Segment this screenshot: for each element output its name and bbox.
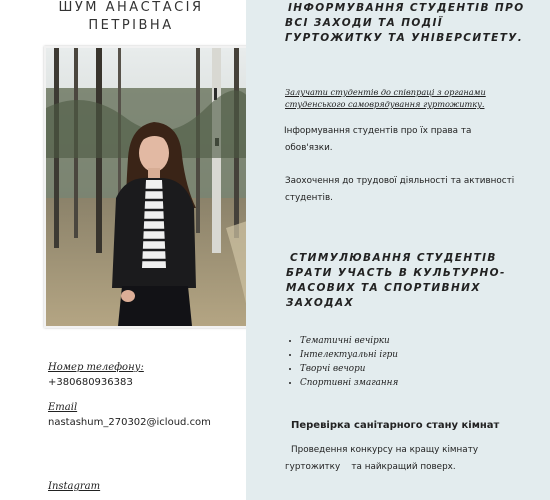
list-item: • Тематичні вечірки: [300, 334, 398, 348]
phone-label: Номер телефону:: [48, 362, 144, 373]
phone-value: +38068093638З: [48, 377, 133, 388]
sanitary-text-line2: гуртожитку та найкращий поверх.: [285, 462, 456, 472]
encouragement-text-line2: студентів.: [285, 193, 333, 203]
rights-text-line1: Інформування студентів про їх права та: [284, 126, 472, 136]
email-label: Email: [48, 402, 78, 413]
culture-heading-line4: ЗАХОДАХ: [286, 297, 354, 309]
encouragement-text-line1: Заохочення до трудової діяльності та активності: [285, 176, 515, 186]
involve-students-link-line2: студенського самоврядування гуртожитку.: [285, 99, 485, 109]
profile-column: [0, 0, 262, 500]
info-heading-line2: ВСІ ЗАХОДИ ТА ПОДІЇ: [285, 17, 444, 29]
culture-heading-line1: СТИМУЛЮВАННЯ СТУДЕНТІВ: [290, 252, 497, 264]
list-item: • Інтелектуальні ігри: [300, 348, 398, 362]
sanitary-heading: Перевірка санітарного стану кімнат: [291, 420, 500, 431]
culture-heading-line2: БРАТИ УЧАСТЬ В КУЛЬТУРНО-: [286, 267, 506, 279]
info-heading-line3: ГУРТОЖИТКУ ТА УНІВЕРСИТЕТУ.: [285, 32, 524, 44]
name-surname: ШУМ АНАСТАСІЯ: [58, 0, 204, 15]
events-list: [286, 334, 398, 390]
info-heading-line1: ІНФОРМУВАННЯ СТУДЕНТІВ ПРО: [288, 2, 525, 14]
rights-text-line2: обов'язки.: [285, 143, 333, 153]
sanitary-text-line1: Проведення конкурсу на кращу кімнату: [291, 445, 479, 455]
list-item: • Спортивні змагання: [300, 376, 398, 390]
culture-heading-line3: МАСОВИХ ТА СПОРТИВНИХ: [286, 282, 481, 294]
involve-students-link-line1: Залучати студентів до співпраці з органами: [285, 87, 486, 97]
name-patronymic: ПЕТРІВНА: [88, 18, 174, 33]
list-item: • Творчі вечори: [300, 362, 398, 376]
instagram-label: Instagram: [48, 481, 101, 492]
email-value: nastashum_270302@icloud.com: [48, 417, 211, 428]
profile-photo: [44, 46, 258, 328]
